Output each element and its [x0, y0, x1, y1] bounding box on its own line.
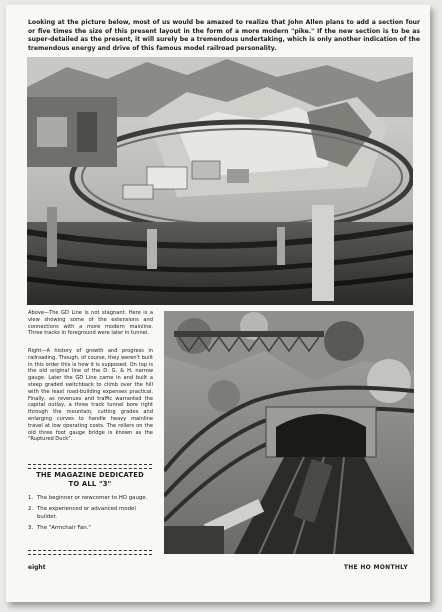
- divider-top: [28, 464, 152, 469]
- dedication-title-line2: TO ALL "3": [68, 480, 112, 488]
- list-item: [28, 505, 152, 521]
- layout-overview-photo: [27, 57, 413, 305]
- magazine-page: [6, 5, 430, 602]
- list-item-number: 3.: [28, 525, 34, 531]
- list-item: [28, 524, 152, 532]
- list-item: [28, 494, 152, 502]
- list-item-number: 1.: [28, 495, 34, 501]
- dedication-title-line1: THE MAGAZINE DEDICATED: [36, 471, 144, 479]
- list-item-text: The experienced or advanced model builder.: [37, 506, 136, 520]
- caption-above: Above—The GD Line is not stagnant. Here is a view showing some of the extensions and connections with a more modern mainline. Three tracks in foreground were later in tunnel.: [28, 310, 153, 337]
- publication-name: THE HO MONTHLY: [343, 564, 408, 571]
- divider-bottom: [28, 550, 152, 555]
- tunnel-photo: [164, 311, 414, 554]
- layout-overview-image: [27, 57, 413, 305]
- list-item-text: The beginner or newcomer to HO gauge.: [37, 495, 148, 501]
- list-item-number: 2.: [28, 506, 34, 512]
- tunnel-image: [164, 311, 414, 554]
- page-number: eight: [28, 564, 46, 571]
- magazine-dedication-title: [28, 471, 152, 489]
- dedication-list: [28, 494, 152, 535]
- list-item-text: The "Armchair Fan.": [37, 525, 91, 531]
- caption-right: Right—A history of growth and progress in railroading. Though, of course, they weren't built in this order this is how it is supposed. On top is the old original line of the D. G. & H. narrow gauge. Later the GD Line came in and built a steep graded switchback to climb over the hill with the least road-building expenses practical. Finally, as revenues and traffic warranted the capital outlay, a three track tunnel bore right through the mountain, cutting grades and enlarging curves to handle heavy mainline travel at low operating costs. The rollers on the old three foot gauge bridge is known as the "Ruptured Duck".: [28, 348, 153, 443]
- intro-paragraph: Looking at the picture below, most of us would be amazed to realize that John Allen plans to add a section four or five times the size of this present layout in the form of a more modern "pike." If the new section is to be as super-detailed as the present, it will surely be a tremendous undertaking, which is only another indication of the tremendous energy and drive of this famous model railroad personality.: [28, 19, 420, 52]
